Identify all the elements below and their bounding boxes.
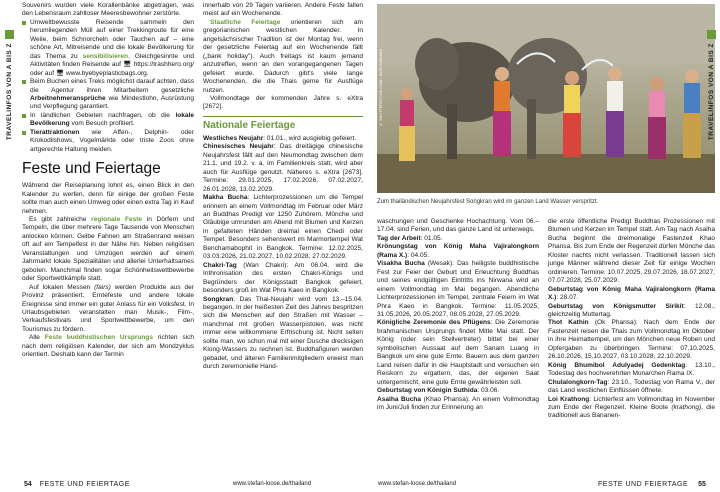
footer-url-right: www.stefan-loose.de/thailand [378,481,457,487]
running-title: FESTE UND FEIERTAGE [39,481,130,488]
sidebar-marker [5,30,14,39]
running-title: FESTE UND FEIERTAGE [598,481,689,488]
list-item: Umweltbewusste Reisende sammeln den herumliegenden Müll auf einer Trekkingroute für eine Weile, beim Schnorcheln oder Tauchen auf – eine schöne Art, Mitreisende und die lokale Bevölkerung für das Thema zu sensibilisieren. Gleichgesinnte und Aktivitäten finden Reisende auf 🖥 https://trashhero.org/ oder auf 🖥 www.byebyeplasticbags.org. [22,19,194,78]
column-2 [203,2,363,372]
list-item: Beim Buchen eines Treks möglichst darauf achten, dass die Agentur ihren Mitarbeitern gesetzliche Arbeitnehmeransprüche wie Mindestlohn, Ausrüstung und Verpflegung garantiert. [22,78,194,112]
paragraph: Staatliche Feiertage orientieren sich am gregorianischen westlichen Kalender. In angelsächsischer Tradition ist der Montag frei, wenn der gesetzliche Feiertag auf ein Wochenende fällt („bank holiday"). Auch freitags ist kaum jemand anzutreffen, wenn an den vorangegangenen Tagen gefeiert wurde. Dadurch gibt's viele lange Wochenenden, die die Thais gerne für Ausflüge nutzen. [203,18,363,94]
holiday-entry: Songkran: Das Thai-Neujahr wird vom 13.–15.04. begangen. In der heißesten Zeit des Jahres bespritzen sich die Menschen auf den Straßen mit Wasser – manchmal mit großen Wasserpistolen, was nicht immer eine willkommene Erfrischung ist. Nicht selten sollte man, wo schon mal mit einer Dusche drecksigen Klong-Wassers zu rechnen ist. Buddhafiguren werden gebadet, und älteren Familienmitgliedern erweist man durch zeremonielle Hand- [203,295,363,371]
holiday-entry: Chulalongkorn-Tag: 23.10., Todestag von Rama V., der das Land westlichen Einflüssen öffnete. [548,378,715,395]
left-sidebar-tab [3,30,15,145]
paragraph: Auf lokalen Messen (fairs) werden Produkte aus der Provinz präsentiert. Erntefeste und andere lokale Ereignisse sind immer ein guter Anlass für ein Volksfest. In Urlaubsgebieten veranstalten man Musik-, Film-, Verkaufsfestivals und Sportwettbewerbe, um den Tourismus zu fördern. [22,283,194,333]
paragraph: Während der Reiseplanung lohnt es, einen Blick in den Kalender zu werfen, denn für einige der großen Feste sollte man auch einen Umweg oder einen extra Tag in Kauf nehmen. [22,182,194,215]
holiday-entry: Loi Krathong: Lichterfest am Vollmondtag im November zum Ende der Regenzeit. Kleine Boote (krathong), die traditionell aus Bananen- [548,395,715,420]
paragraph: innerhalb von 29 Tagen variieren. Andere Feste fallen meist auf ein Wochenende. [203,2,363,18]
holiday-entry: Chakri-Tag (Wan Chakri): Am 06.04. wird die Inthronisation des ersten Chakri-Königs und Begründers der Königsstadt Bangkok gefeiert, besonders groß im Wat Phra Kaeo in Bangkok. [203,261,363,295]
footer-left [24,480,130,489]
holiday-entry: Königliche Zeremonie des Pflügens: Die Zeremonie brahmanischen Ursprungs findet Mitte Mai statt. Der König (oder sein Stellvertreter) bittet bei einer symbolischen Aussaat auf dem Sanam Luang in Bangkok um eine gute Ernte. Bauern aus dem ganzen Land reisen dafür in die Hauptstadt und versuchen ein Reiskorn zu ergattern, das, der eigenen Saat untergemischt, eine gute Ernte gewährleisten soll. [377,319,539,386]
holiday-entry: Asalha Bucha (Khao Phansa): An einem Vollmondtag im Juni/Juli finden zur Erinnerung an [377,395,540,411]
holiday-entry: Geburtstag von König Maha Vajiralongkorn (Rama X.): 28.07. [548,285,715,302]
tips-list [22,19,194,154]
left-sidebar-label: TRAVELINFOS VON A BIS Z [5,43,13,141]
page-number: 54 [24,481,32,488]
photo-illustration [377,4,715,193]
holiday-entry: Geburtstag von Königsmutter Sirikit: 12.08., gleichzeitig Muttertag. [548,302,715,318]
footer-url-left: www.stefan-loose.de/thailand [233,481,312,487]
column-3 [377,218,539,412]
paragraph: waschungen und Geschenke Hochachtung. Vom 06.–17.04. sind Ferien, und das ganze Land ist unterwegs. [377,218,539,234]
holiday-entry: Krönungstag von König Maha Vajiralongkorn (Rama X.): 04.05. [377,243,539,259]
subsection-heading: Nationale Feiertage [203,116,363,132]
sidebar-marker [707,30,716,39]
holiday-entry: Tag der Arbeit: 01.05. [377,234,443,242]
section-heading: Feste und Feiertage [22,160,161,178]
list-item: In ländlichen Gebieten nachfragen, ob die lokale Bevölkerung vom Besuch profitiert. [22,112,194,129]
page-number: 55 [698,481,706,488]
holiday-entry: Thot Kathin (Ok Phansa): Nach dem Ende der Fastenzeit reisen die Thais zum Vollmondtag im Oktober in ihre Heimattempel, um den Mönchen neue Roben und Opfergaben zu überbringen. Termine: 07.10.2025, 26.10.2026, 15.10.2027, 03.10.2028, 22.10.2029. [548,319,715,361]
right-sidebar-tab [705,30,717,145]
col1-intro: Souvenirs wurden viele Korallenbänke abgetragen, was den Lebensraum zahlloser Meeresbewohner zerstörte. [22,2,194,18]
column-1 [22,2,194,360]
holiday-entry: Makha Bucha: Lichterprozessionen um die Tempel erinnern an einem Vollmondtag im Februar oder März an Buddhas Predigt vor 1250 Zuhörern. Mönche und Gläubige umrunden am Abend mit Blumen und Kerzen in gefalteten Händen dreimal einen Chedi oder Tempel. Besonders sehenswert im Marmortempel Wat Benchamabophit in Bangkok. Termine: 12.02.2025, 03.03.2026, 21.02.2027, 10.02.2028, 27.02.2029. [203,194,363,261]
holiday-entry: Geburtstag von Königin Suthida: 03.06. [377,387,500,395]
holiday-entry: Westliches Neujahr: 01.01., wird ausgiebig gefeiert. [203,134,357,142]
right-sidebar-label: TRAVELINFOS VON A BIS Z [707,43,715,141]
paragraph: Alle Feste buddhistischen Ursprungs richten sich nach dem religiösen Kalender, der sich am Mondzyklus orientiert. Deshalb kann der Termin [22,334,194,359]
paragraph: Es gibt zahlreiche regionale Feste in Dörfern und Tempeln, die über mehrere Tage Tausende von Menschen anlocken können. Gelbe Fahnen am Straßenrand weisen oft auf ein Tempelfest in der Nähe hin. Neben religiösen Veranstaltungen und Umzügen werden auf einem Jahrmarkt lokale Spezialitäten und allerlei Unterhaltsames geboten. Manchmal finden sogar Schönheitswettbewerbe oder Sportwettkämpfe statt. [22,215,195,283]
list-item: Tierattraktionen wie Affen-, Delphin- oder Krokodilshows, Vogelmärkte oder triste Zoos ohne artgerechte Haltung meiden. [22,129,194,154]
footer-right [598,480,706,489]
photo-credit: © SHUTTERSTOCK.COM / JACKYBANANA [379,49,383,126]
paragraph: Vollmondtage der kommenden Jahre s. eXtra [2672]. [203,94,363,111]
photo-caption: Zum thailändischen Neujahrsfest Songkran wird im ganzen Land Wasser verspritzt. [377,199,599,205]
holiday-entry: Visakha Bucha (Wesak): Das heiligste buddhistische Fest zur Feier der Geburt und Erleuchtung Buddhas und seines endgültigen Eintritts ins Nirwana wird an einem Vollmondtag im Mai begangen. Abendliche Lichterprozessionen im Tempel, zentrale Feiern im Wat Phra Kaeo in Bangkok. Termine: 11.05.2025, 31.05.2026, 20.05.2027, 08.05.2028, 27.05.2029. [377,260,539,318]
column-4 [548,218,715,421]
holiday-entry: König Bhumibol Adulyadej Gedenktag: 13.10., Todestag des hochverehrten Monarchen Rama IX. [548,361,715,378]
paragraph: die erste öffentliche Predigt Buddhas Prozessionen mit Blumen und Kerzen im Tempel statt. Am Tag nach Asalha Bucha beginnt die dreimonatige Fastenzeit Khao Phansa. Bis zum Ende der Regenzeit dürfen Mönche das Kloster nachts nicht verlassen. Traditionell lassen sich junge Männer während dieser Zeit für einige Wochen ordinieren. Termine: 10.07.2025, 29.07.2026, 18.07.2027, 07.07.2028, 25.07.2029. [548,218,715,285]
holiday-entry: Chinesisches Neujahr: Das dreitägige chinesische Neujahrsfest fällt auf den Neumondtag zwischen dem 21.1. und 19.2. v. a. im Familienkreis statt, wird aber auch für Ausflüge genutzt. Näheres s. eXtra [2673]. Termine: 29.01.2025, 17.02.2026, 07.02.2027, 26.01.2028, 13.02.2029. [203,143,364,193]
songkran-photo [377,4,715,193]
